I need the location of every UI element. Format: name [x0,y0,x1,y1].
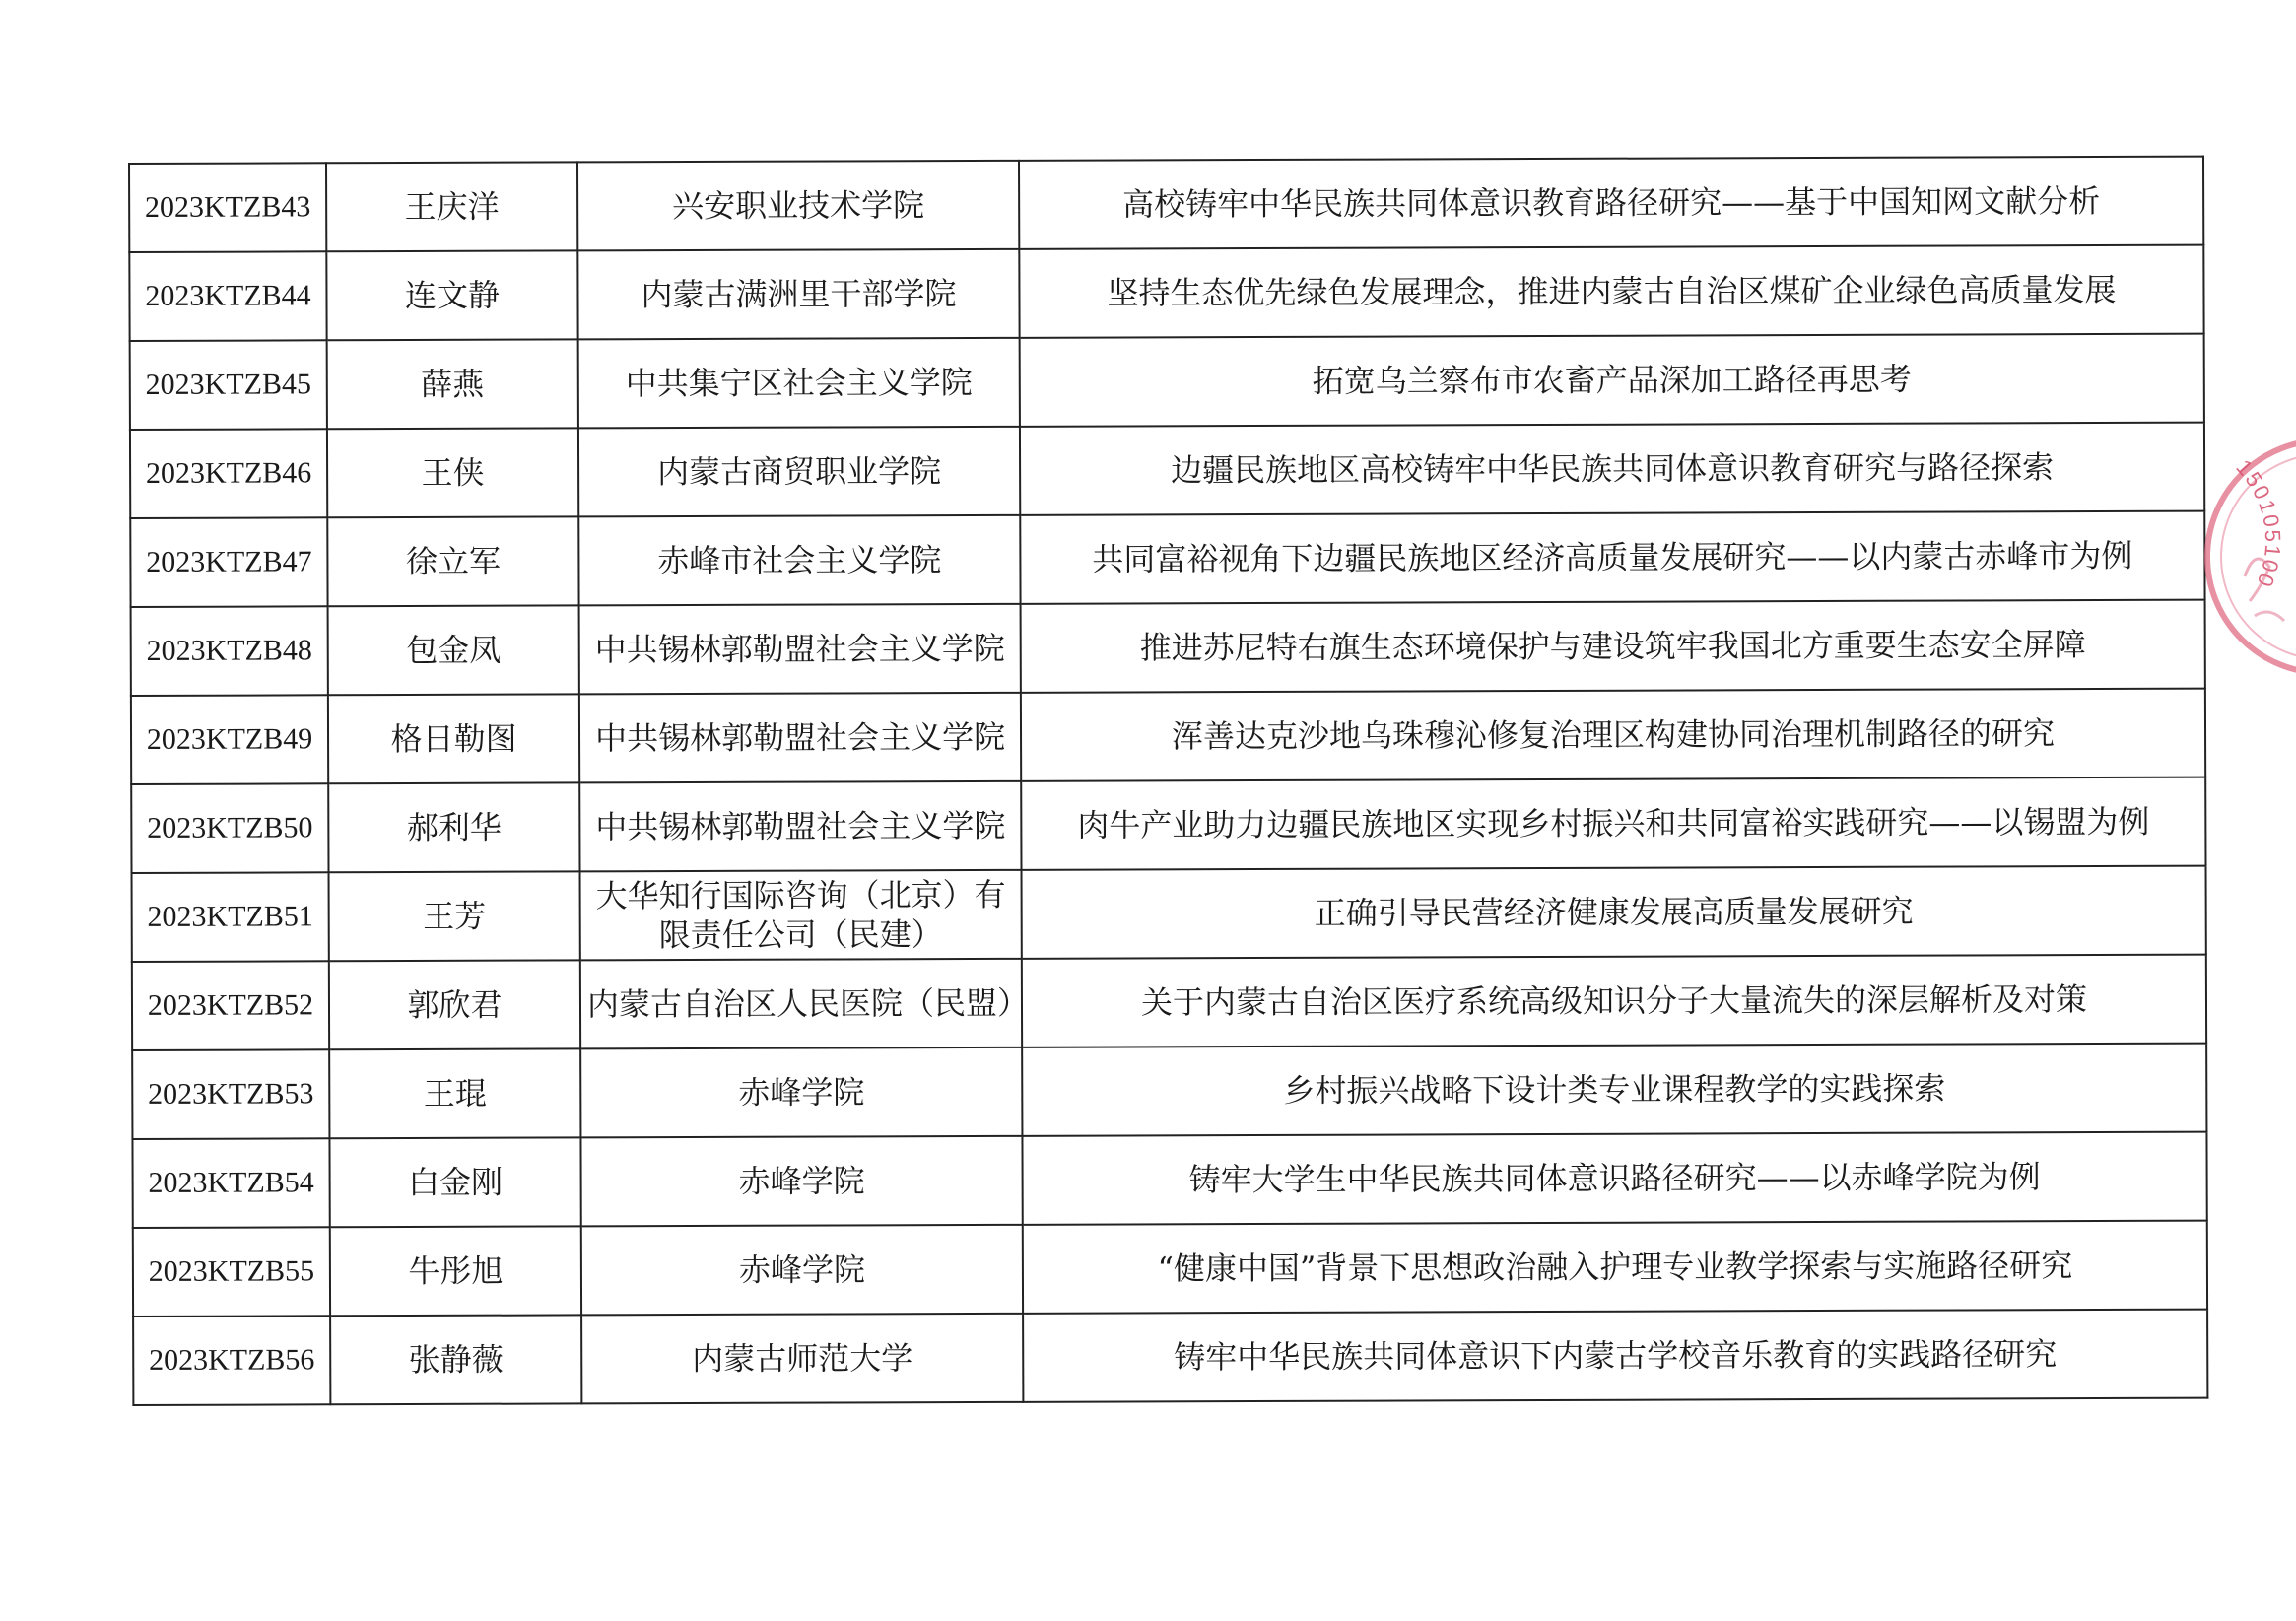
organization-cell: 大华知行国际咨询（北京）有限责任公司（民建） [580,870,1022,961]
table-body [129,157,2207,1405]
applicant-name-cell: 白金刚 [329,1137,580,1227]
organization-cell: 内蒙古满洲里干部学院 [577,249,1019,340]
organization-cell: 赤峰学院 [581,1225,1023,1316]
table-row [131,777,2205,873]
table-row [132,955,2206,1050]
project-title-cell: “健康中国”背景下思想政治融入护理专业教学探索与实施路径研究 [1023,1221,2207,1314]
table-row [130,423,2204,518]
table-row [131,600,2205,696]
table-row [129,245,2203,341]
project-title-cell: 边疆民族地区高校铸牢中华民族共同体意识教育研究与路径探索 [1020,423,2204,515]
project-code-cell: 2023KTZB48 [131,606,328,696]
applicant-name-cell: 牛彤旭 [330,1226,581,1316]
project-title-cell: 关于内蒙古自治区医疗系统高级知识分子大量流失的深层解析及对策 [1022,955,2206,1047]
project-code-cell: 2023KTZB47 [130,517,327,607]
organization-cell: 内蒙古自治区人民医院（民盟） [580,959,1022,1049]
organization-cell: 兴安职业技术学院 [577,161,1019,251]
applicant-name-cell: 王侠 [327,428,578,517]
organization-cell: 内蒙古师范大学 [581,1314,1023,1404]
table-row [132,866,2206,962]
project-code-cell: 2023KTZB53 [132,1049,329,1139]
project-code-cell: 2023KTZB54 [132,1138,329,1228]
table-row [133,1221,2207,1317]
project-title-cell: 坚持生态优先绿色发展理念，推进内蒙古自治区煤矿企业绿色高质量发展 [1019,245,2203,338]
svg-text:150105100: 150105100 [2231,454,2286,592]
applicant-name-cell: 王芳 [329,871,580,961]
project-code-cell: 2023KTZB52 [132,961,329,1050]
project-code-cell: 2023KTZB43 [129,163,326,252]
applicant-name-cell: 王庆洋 [326,162,577,251]
project-code-cell: 2023KTZB56 [133,1316,330,1405]
project-title-cell: 高校铸牢中华民族共同体意识教育路径研究——基于中国知网文献分析 [1019,157,2203,249]
project-title-cell: 推进苏尼特右旗生态环境保护与建设筑牢我国北方重要生态安全屏障 [1021,600,2205,693]
applicant-name-cell: 格日勒图 [328,694,579,783]
table-row [133,1310,2207,1405]
organization-cell: 中共集宁区社会主义学院 [578,338,1020,429]
project-title-cell: 共同富裕视角下边疆民族地区经济高质量发展研究——以内蒙古赤峰市为例 [1020,511,2204,604]
table-row [129,157,2203,252]
project-code-cell: 2023KTZB49 [131,695,328,784]
applicant-name-cell: 张静薇 [330,1315,581,1404]
project-title-cell: 铸牢中华民族共同体意识下内蒙古学校音乐教育的实践路径研究 [1023,1310,2207,1402]
project-title-cell: 铸牢大学生中华民族共同体意识路径研究——以赤峰学院为例 [1022,1132,2206,1225]
organization-cell: 中共锡林郭勒盟社会主义学院 [579,693,1021,783]
organization-cell: 赤峰学院 [580,1047,1022,1138]
applicant-name-cell: 连文静 [326,250,577,340]
project-title-cell: 浑善达克沙地乌珠穆沁修复治理区构建协同治理机制路径的研究 [1021,689,2205,781]
organization-cell: 赤峰市社会主义学院 [578,515,1020,606]
organization-cell: 内蒙古商贸职业学院 [578,427,1020,517]
project-code-cell: 2023KTZB50 [131,783,328,873]
table-row [132,1132,2206,1228]
applicant-name-cell: 薛燕 [327,339,578,429]
project-title-cell: 正确引导民营经济健康发展高质量发展研究 [1022,866,2206,959]
project-title-cell: 肉牛产业助力边疆民族地区实现乡村振兴和共同富裕实践研究——以锡盟为例 [1021,777,2205,870]
applicant-name-cell: 包金凤 [328,605,579,695]
project-code-cell: 2023KTZB45 [130,340,327,430]
red-seal-stamp [2176,429,2296,685]
project-table-wrapper [128,156,2206,1406]
organization-cell: 中共锡林郭勒盟社会主义学院 [579,604,1021,695]
project-code-cell: 2023KTZB46 [130,429,327,518]
project-title-cell: 拓宽乌兰察布市农畜产品深加工路径再思考 [1020,334,2204,427]
table-row [130,334,2204,430]
project-code-cell: 2023KTZB51 [132,872,329,962]
project-title-cell: 乡村振兴战略下设计类专业课程教学的实践探索 [1022,1044,2206,1136]
applicant-name-cell: 郝利华 [328,782,579,872]
applicant-name-cell: 王琨 [329,1048,580,1138]
organization-cell: 中共锡林郭勒盟社会主义学院 [579,781,1021,872]
project-code-cell: 2023KTZB55 [133,1227,330,1317]
applicant-name-cell: 郭欣君 [329,960,580,1049]
table-row [131,689,2205,784]
table-row [130,511,2204,607]
table-row [132,1044,2206,1139]
applicant-name-cell: 徐立军 [327,516,578,606]
project-table [128,156,2208,1406]
project-code-cell: 2023KTZB44 [129,251,326,341]
organization-cell: 赤峰学院 [580,1136,1022,1227]
